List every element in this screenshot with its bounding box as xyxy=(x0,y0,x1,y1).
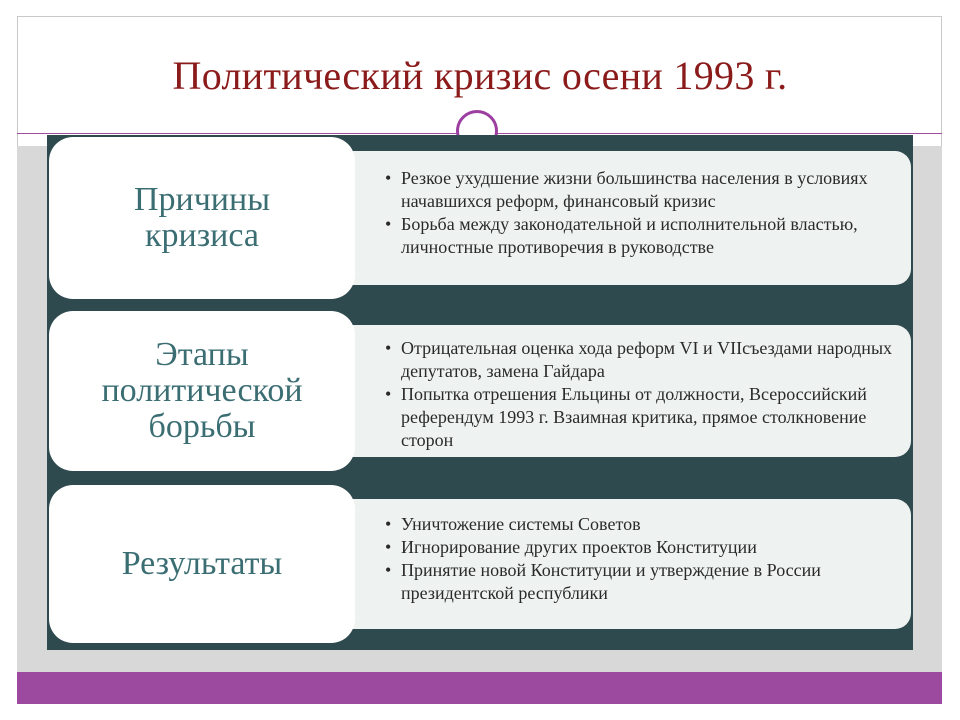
bottom-accent-bar xyxy=(17,672,942,704)
bullet-item xyxy=(385,337,897,383)
bullet-list xyxy=(385,167,897,259)
slide-title: Политический кризис осени 1993 г. xyxy=(172,53,788,98)
bullet-text: Попытка отрешения Ельцины от должности, Всероссийский референдум 1993 г. Взаимная критика, прямое столкновение сторон xyxy=(401,384,867,450)
row-label: Этапы политической борьбы xyxy=(101,336,303,445)
bullet-icon: • xyxy=(385,514,392,534)
row-causes xyxy=(47,135,913,301)
bullet-icon: • xyxy=(385,168,392,188)
bullet-text: Резкое ухудшение жизни большинства населения в условиях начавшихся реформ, финансовый кризис xyxy=(401,168,868,211)
content-panel xyxy=(47,135,913,650)
bullet-text: Принятие новой Конституции и утверждение в России президентской республики xyxy=(401,560,821,603)
row-label: Причины кризиса xyxy=(133,181,271,254)
bullet-text: Борьба между законодательной и исполнительной властью, личностные противоречия в руководстве xyxy=(401,214,858,257)
bullet-text: Уничтожение системы Советов xyxy=(401,514,641,534)
bullet-icon: • xyxy=(385,537,392,557)
row-label-box xyxy=(49,485,355,643)
row-label-box xyxy=(49,311,355,471)
bullet-icon: • xyxy=(385,384,392,404)
bullet-item xyxy=(385,559,897,605)
bullet-item xyxy=(385,167,897,213)
row-content-box xyxy=(317,325,911,457)
row-label-box xyxy=(49,137,355,299)
bullet-item xyxy=(385,513,897,536)
bullet-list xyxy=(385,337,897,452)
bullet-icon: • xyxy=(385,560,392,580)
row-stages xyxy=(47,309,913,473)
bullet-icon: • xyxy=(385,338,392,358)
bullet-text: Игнорирование других проектов Конституции xyxy=(401,537,757,557)
row-content-box xyxy=(317,151,911,285)
bullet-item xyxy=(385,383,897,452)
bullet-text: Отрицательная оценка хода реформ VI и VIIсъездами народных депутатов, замена Гайдара xyxy=(401,338,893,381)
row-content-box xyxy=(317,499,911,629)
bullet-item xyxy=(385,536,897,559)
bullet-item xyxy=(385,213,897,259)
row-results xyxy=(47,483,913,645)
bullet-icon: • xyxy=(385,214,392,234)
bullet-list xyxy=(385,513,897,605)
row-label: Результаты xyxy=(121,545,283,582)
